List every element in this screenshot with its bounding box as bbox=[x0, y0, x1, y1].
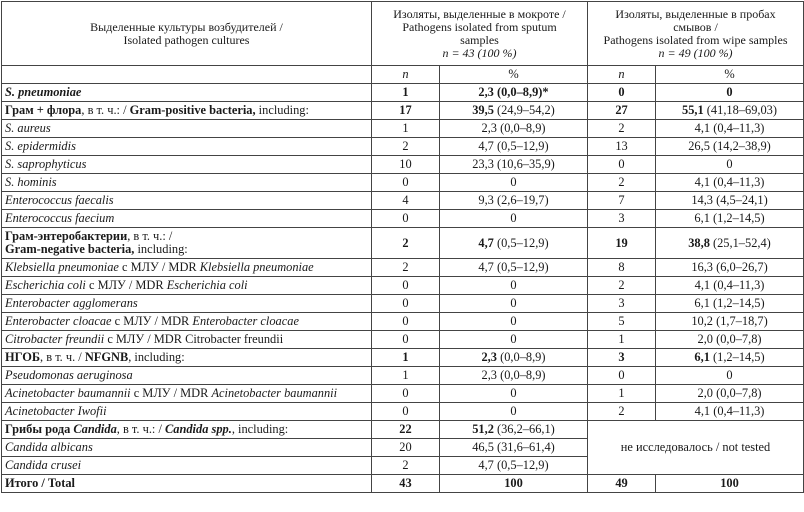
row-pct-wipe: 2,0 (0,0–7,8) bbox=[656, 331, 804, 349]
row-pct-sputum: 0 bbox=[440, 277, 588, 295]
row-name: Candida crusei bbox=[2, 457, 372, 475]
row-n-sputum: 0 bbox=[372, 174, 440, 192]
row-n-wipe: 1 bbox=[588, 385, 656, 403]
header-wipe: Изоляты, выделенные в пробах смывов / Pathogens isolated from wipe samples n = 49 (100 %) bbox=[588, 2, 804, 66]
row-pct-sputum: 0 bbox=[440, 210, 588, 228]
row-name: НГОБ, в т. ч. / NFGNB, including: bbox=[2, 349, 372, 367]
row-n-wipe: 3 bbox=[588, 349, 656, 367]
row-n-sputum: 0 bbox=[372, 277, 440, 295]
row-n-sputum: 0 bbox=[372, 210, 440, 228]
row-pct-wipe: 0 bbox=[656, 84, 804, 102]
row-n-wipe: 13 bbox=[588, 138, 656, 156]
subheader-pct-wipe: % bbox=[656, 66, 804, 84]
row-name: Acinetobacter baumannii с МЛУ / MDR Acinetobacter baumannii bbox=[2, 385, 372, 403]
table-row bbox=[2, 102, 804, 120]
row-n-sputum: 1 bbox=[372, 120, 440, 138]
row-pct-sputum: 2,3 (0,0–8,9) bbox=[440, 120, 588, 138]
row-n-wipe: 0 bbox=[588, 84, 656, 102]
row-pct-wipe: 10,2 (1,7–18,7) bbox=[656, 313, 804, 331]
table-row bbox=[2, 120, 804, 138]
row-n-wipe: 2 bbox=[588, 174, 656, 192]
row-name: Грибы рода Candida, в т. ч.: / Candida spp., including: bbox=[2, 421, 372, 439]
row-pct-sputum: 2,3 (0,0–8,9) bbox=[440, 367, 588, 385]
row-n-wipe: 0 bbox=[588, 367, 656, 385]
header-row bbox=[2, 2, 804, 66]
row-n-wipe: 2 bbox=[588, 120, 656, 138]
row-name: S. aureus bbox=[2, 120, 372, 138]
row-name: S. pneumoniae bbox=[2, 84, 372, 102]
row-pct-sputum: 0 bbox=[440, 403, 588, 421]
row-pct-wipe: 16,3 (6,0–26,7) bbox=[656, 259, 804, 277]
row-n-wipe: 8 bbox=[588, 259, 656, 277]
row-n-sputum: 2 bbox=[372, 138, 440, 156]
row-n-sputum: 17 bbox=[372, 102, 440, 120]
subheader-blank bbox=[2, 66, 372, 84]
row-pct-wipe: 6,1 (1,2–14,5) bbox=[656, 295, 804, 313]
row-n-wipe: 7 bbox=[588, 192, 656, 210]
row-n-sputum: 10 bbox=[372, 156, 440, 174]
row-n-wipe: 27 bbox=[588, 102, 656, 120]
row-n-sputum: 0 bbox=[372, 331, 440, 349]
table-row bbox=[2, 174, 804, 192]
row-name: Citrobacter freundii с МЛУ / MDR Citrobacter freundii bbox=[2, 331, 372, 349]
row-pct-wipe: 0 bbox=[656, 367, 804, 385]
row-pct-wipe: 2,0 (0,0–7,8) bbox=[656, 385, 804, 403]
row-name: Pseudomonas aeruginosa bbox=[2, 367, 372, 385]
pathogen-table bbox=[1, 1, 804, 493]
row-pct-wipe: 4,1 (0,4–11,3) bbox=[656, 120, 804, 138]
row-pct-wipe: 6,1 (1,2–14,5) bbox=[656, 210, 804, 228]
row-pct-wipe: 0 bbox=[656, 156, 804, 174]
table-row bbox=[2, 349, 804, 367]
row-pct-sputum: 2,3 (0,0–8,9)* bbox=[440, 84, 588, 102]
row-n-wipe: 5 bbox=[588, 313, 656, 331]
row-pct-sputum: 0 bbox=[440, 295, 588, 313]
subheader-pct-sputum: % bbox=[440, 66, 588, 84]
row-pct-wipe: 38,8 (25,1–52,4) bbox=[656, 228, 804, 259]
table-row bbox=[2, 475, 804, 493]
table-row bbox=[2, 277, 804, 295]
row-pct-sputum: 51,2 (36,2–66,1) bbox=[440, 421, 588, 439]
table-row bbox=[2, 84, 804, 102]
row-pct-sputum: 0 bbox=[440, 313, 588, 331]
row-n-sputum: 0 bbox=[372, 295, 440, 313]
row-pct-sputum: 4,7 (0,5–12,9) bbox=[440, 259, 588, 277]
row-n-sputum: 2 bbox=[372, 228, 440, 259]
row-name: S. epidermidis bbox=[2, 138, 372, 156]
row-pct-wipe: 100 bbox=[656, 475, 804, 493]
row-pct-sputum: 46,5 (31,6–61,4) bbox=[440, 439, 588, 457]
table-row bbox=[2, 192, 804, 210]
subheader-row bbox=[2, 66, 804, 84]
row-n-wipe: 2 bbox=[588, 277, 656, 295]
row-pct-sputum: 39,5 (24,9–54,2) bbox=[440, 102, 588, 120]
table-row bbox=[2, 138, 804, 156]
row-pct-sputum: 2,3 (0,0–8,9) bbox=[440, 349, 588, 367]
table-row bbox=[2, 313, 804, 331]
row-n-wipe: 2 bbox=[588, 403, 656, 421]
row-pct-wipe: 26,5 (14,2–38,9) bbox=[656, 138, 804, 156]
row-name: Escherichia coli с МЛУ / MDR Escherichia coli bbox=[2, 277, 372, 295]
header-cultures: Выделенные культуры возбудителей / Isolated pathogen cultures bbox=[2, 2, 372, 66]
row-n-sputum: 2 bbox=[372, 457, 440, 475]
row-n-wipe: 1 bbox=[588, 331, 656, 349]
row-pct-wipe: 4,1 (0,4–11,3) bbox=[656, 403, 804, 421]
row-n-sputum: 22 bbox=[372, 421, 440, 439]
row-n-wipe: 19 bbox=[588, 228, 656, 259]
row-name: Enterobacter agglomerans bbox=[2, 295, 372, 313]
table-row bbox=[2, 156, 804, 174]
row-n-sputum: 1 bbox=[372, 84, 440, 102]
row-name: Klebsiella pneumoniae с МЛУ / MDR Klebsiella pneumoniae bbox=[2, 259, 372, 277]
subheader-n-sputum: n bbox=[372, 66, 440, 84]
row-name: Enterococcus faecium bbox=[2, 210, 372, 228]
row-pct-sputum: 4,7 (0,5–12,9) bbox=[440, 457, 588, 475]
row-pct-sputum: 0 bbox=[440, 385, 588, 403]
row-n-wipe: 3 bbox=[588, 295, 656, 313]
row-n-sputum: 1 bbox=[372, 349, 440, 367]
row-n-wipe: 49 bbox=[588, 475, 656, 493]
table-row bbox=[2, 228, 804, 259]
not-tested-cell: не исследовалось / not tested bbox=[588, 421, 804, 475]
row-name: Грам-энтеробактерии, в т. ч.: / Gram-negative bacteria, including: bbox=[2, 228, 372, 259]
row-name: Грам + флора, в т. ч.: / Gram-positive bacteria, including: bbox=[2, 102, 372, 120]
row-n-sputum: 0 bbox=[372, 403, 440, 421]
table-row bbox=[2, 421, 804, 439]
table-row bbox=[2, 367, 804, 385]
table-row bbox=[2, 295, 804, 313]
row-name: S. hominis bbox=[2, 174, 372, 192]
subheader-n-wipe: n bbox=[588, 66, 656, 84]
row-n-sputum: 2 bbox=[372, 259, 440, 277]
table-row bbox=[2, 259, 804, 277]
row-n-wipe: 0 bbox=[588, 156, 656, 174]
table-row bbox=[2, 210, 804, 228]
row-pct-wipe: 55,1 (41,18–69,03) bbox=[656, 102, 804, 120]
row-n-sputum: 20 bbox=[372, 439, 440, 457]
row-name: Итого / Total bbox=[2, 475, 372, 493]
row-n-sputum: 1 bbox=[372, 367, 440, 385]
row-n-sputum: 43 bbox=[372, 475, 440, 493]
table-row bbox=[2, 403, 804, 421]
row-n-wipe: 3 bbox=[588, 210, 656, 228]
header-sputum: Изоляты, выделенные в мокроте / Pathogens isolated from sputum samples n = 43 (100 %) bbox=[372, 2, 588, 66]
row-pct-wipe: 4,1 (0,4–11,3) bbox=[656, 174, 804, 192]
row-name: Candida albicans bbox=[2, 439, 372, 457]
row-n-sputum: 4 bbox=[372, 192, 440, 210]
row-pct-sputum: 0 bbox=[440, 174, 588, 192]
row-pct-sputum: 9,3 (2,6–19,7) bbox=[440, 192, 588, 210]
row-pct-wipe: 14,3 (4,5–24,1) bbox=[656, 192, 804, 210]
row-n-sputum: 0 bbox=[372, 313, 440, 331]
row-n-sputum: 0 bbox=[372, 385, 440, 403]
row-name: S. saprophyticus bbox=[2, 156, 372, 174]
row-pct-wipe: 4,1 (0,4–11,3) bbox=[656, 277, 804, 295]
row-pct-sputum: 0 bbox=[440, 331, 588, 349]
row-pct-sputum: 4,7 (0,5–12,9) bbox=[440, 138, 588, 156]
table-row bbox=[2, 385, 804, 403]
row-name: Enterococcus faecalis bbox=[2, 192, 372, 210]
row-name: Enterobacter cloacae с МЛУ / MDR Enterobacter cloacae bbox=[2, 313, 372, 331]
table-row bbox=[2, 331, 804, 349]
row-name: Acinetobacter Iwofii bbox=[2, 403, 372, 421]
row-pct-wipe: 6,1 (1,2–14,5) bbox=[656, 349, 804, 367]
row-pct-sputum: 23,3 (10,6–35,9) bbox=[440, 156, 588, 174]
row-pct-sputum: 100 bbox=[440, 475, 588, 493]
row-pct-sputum: 4,7 (0,5–12,9) bbox=[440, 228, 588, 259]
